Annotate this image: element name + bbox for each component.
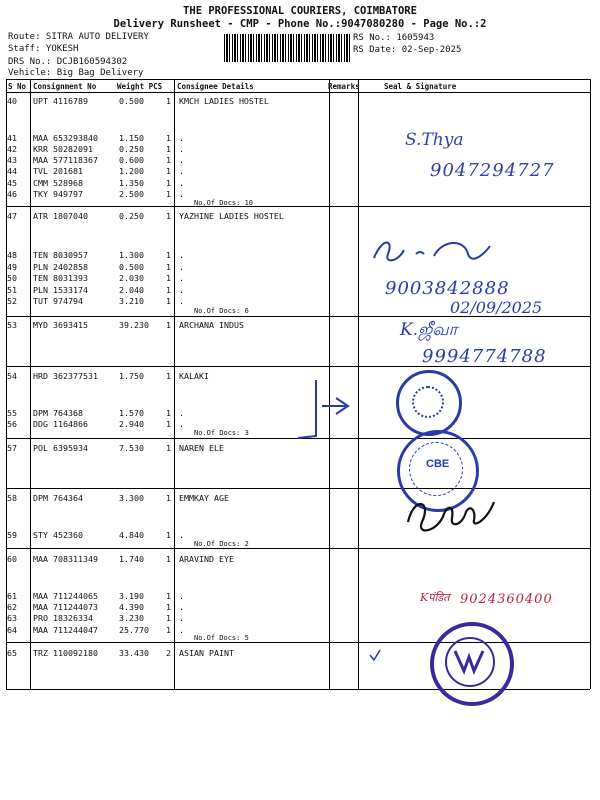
row-consignee: .: [179, 530, 184, 540]
col-header-seal: Seal & Signature: [384, 82, 457, 91]
row-weight: 0.250: [119, 144, 144, 154]
row-consignment: TRZ 110092180: [33, 648, 98, 658]
row-consignee: KALAKI: [179, 371, 209, 381]
signature-phone-4: 9024360400: [460, 592, 553, 607]
row-consignee: .: [179, 591, 184, 601]
row-pcs: 1: [166, 262, 171, 272]
row-sno: 43: [7, 155, 17, 165]
row-sno: 62: [7, 602, 17, 612]
row-pcs: 1: [166, 296, 171, 306]
row-consignment: ATR 1807040: [33, 211, 88, 221]
row-sno: 53: [7, 320, 17, 330]
signature-phone-3: 9994774788: [422, 346, 547, 367]
row-consignee: .: [179, 613, 184, 623]
row-pcs: 1: [166, 408, 171, 418]
row-pcs: 1: [166, 625, 171, 635]
row-sno: 56: [7, 419, 17, 429]
row-consignment: MAA 577118367: [33, 155, 98, 165]
row-consignment: MAA 711244047: [33, 625, 98, 635]
row-consignment: PLN 1533174: [33, 285, 88, 295]
row-consignee: .: [179, 189, 184, 199]
row-sno: 58: [7, 493, 17, 503]
row-weight: 4.390: [119, 602, 144, 612]
row-weight: 1.740: [119, 554, 144, 564]
row-weight: 1.300: [119, 250, 144, 260]
row-consignment: POL 6395934: [33, 443, 88, 453]
row-sno: 48: [7, 250, 17, 260]
row-consignee: .: [179, 296, 184, 306]
row-sno: 47: [7, 211, 17, 221]
row-sno: 64: [7, 625, 17, 635]
table-row: [6, 530, 592, 542]
row-pcs: 1: [166, 166, 171, 176]
row-consignee: .: [179, 273, 184, 283]
table-row: [6, 625, 592, 637]
row-separator: [6, 548, 590, 549]
row-consignee: .: [179, 166, 184, 176]
row-consignee: .: [179, 602, 184, 612]
row-pcs: 1: [166, 285, 171, 295]
staff-label: Staff: YOKESH: [8, 44, 79, 54]
col-header-consignment: Consignment No: [33, 82, 97, 91]
row-separator: [6, 206, 590, 207]
signature-name-1: S.Thya: [405, 130, 464, 150]
row-sno: 52: [7, 296, 17, 306]
row-weight: 0.500: [119, 262, 144, 272]
row-consignee: NAREN ELE: [179, 443, 224, 453]
stamp-logo-icon: [452, 645, 486, 675]
row-consignment: UPT 4116789: [33, 96, 88, 106]
docs-count: No.Of Docs: 2: [194, 540, 249, 548]
row-weight: 33.430: [119, 648, 149, 658]
row-sno: 45: [7, 178, 17, 188]
docs-count: No.Of Docs: 3: [194, 429, 249, 437]
drs-label: DRS No.: DCJB160594302: [8, 57, 128, 67]
row-consignment: MAA 711244065: [33, 591, 98, 601]
row-sno: 54: [7, 371, 17, 381]
signature-date-2: 02/09/2025: [450, 298, 543, 317]
signature-scribble-2: [404, 492, 504, 542]
rs-date: RS Date: 02-Sep-2025: [353, 45, 462, 55]
row-weight: 3.230: [119, 613, 144, 623]
row-pcs: 1: [166, 443, 171, 453]
row-weight: 2.030: [119, 273, 144, 283]
row-weight: 1.150: [119, 133, 144, 143]
table-row: [6, 493, 592, 505]
row-sno: 46: [7, 189, 17, 199]
row-consignment: MYD 3693415: [33, 320, 88, 330]
row-sno: 65: [7, 648, 17, 658]
row-pcs: 1: [166, 602, 171, 612]
bracket-arrow-mark: [296, 376, 360, 446]
docs-count: No.Of Docs: 6: [194, 307, 249, 315]
signature-name-3: K.ஜீவா: [400, 320, 458, 340]
row-consignment: TKY 949797: [33, 189, 83, 199]
row-consignee: .: [179, 155, 184, 165]
row-consignee: ARCHANA INDUS: [179, 320, 244, 330]
docs-count: No.Of Docs: 5: [194, 634, 249, 642]
row-pcs: 1: [166, 133, 171, 143]
row-consignment: PRO 18326334: [33, 613, 93, 623]
signature-scribble-1: [368, 232, 508, 272]
row-sno: 42: [7, 144, 17, 154]
row-pcs: 1: [166, 178, 171, 188]
signature-name-4: Kपंडित: [420, 591, 450, 604]
row-consignment: MAA 653293840: [33, 133, 98, 143]
row-weight: 3.190: [119, 591, 144, 601]
table-top-border: [6, 79, 590, 80]
runsheet-subtitle: Delivery Runsheet - CMP - Phone No.:9047080280 - Page No.:2: [113, 18, 487, 30]
row-consignee: .: [179, 144, 184, 154]
row-weight: 2.040: [119, 285, 144, 295]
row-consignment: MAA 708311349: [33, 554, 98, 564]
company-title: THE PROFESSIONAL COURIERS, COIMBATORE: [183, 5, 417, 17]
row-weight: 25.770: [119, 625, 149, 635]
row-consignee: .: [179, 133, 184, 143]
row-pcs: 1: [166, 144, 171, 154]
row-consignee: .: [179, 250, 184, 260]
row-pcs: 1: [166, 155, 171, 165]
row-pcs: 1: [166, 493, 171, 503]
row-pcs: 1: [166, 613, 171, 623]
col-header-sno: S No: [8, 82, 27, 91]
row-sno: 44: [7, 166, 17, 176]
row-sno: 60: [7, 554, 17, 564]
row-consignment: HRD 362377531: [33, 371, 98, 381]
row-sno: 40: [7, 96, 17, 106]
row-sno: 41: [7, 133, 17, 143]
row-pcs: 1: [166, 530, 171, 540]
row-pcs: 1: [166, 591, 171, 601]
table-row: [6, 554, 592, 566]
row-consignee: EMMKAY AGE: [179, 493, 229, 503]
row-weight: 0.600: [119, 155, 144, 165]
table-row: [6, 211, 592, 223]
row-weight: 0.500: [119, 96, 144, 106]
row-weight: 2.940: [119, 419, 144, 429]
row-sno: 59: [7, 530, 17, 540]
vehicle-label: Vehicle: Big Bag Delivery: [8, 68, 144, 78]
row-pcs: 1: [166, 419, 171, 429]
row-sno: 61: [7, 591, 17, 601]
row-weight: 3.210: [119, 296, 144, 306]
row-consignment: MAA 711244073: [33, 602, 98, 612]
row-weight: 1.350: [119, 178, 144, 188]
row-consignment: TVL 201681: [33, 166, 83, 176]
row-pcs: 2: [166, 648, 171, 658]
rs-number: RS No.: 1605943: [353, 33, 435, 43]
stamp-inner-ring: [412, 386, 444, 418]
row-pcs: 1: [166, 554, 171, 564]
stamp-cbe-text: CBE: [426, 458, 450, 470]
table-row: [6, 96, 592, 108]
row-pcs: 1: [166, 371, 171, 381]
row-consignment: STY 452360: [33, 530, 83, 540]
row-consignment: CMM 528968: [33, 178, 83, 188]
docs-count: No.Of Docs: 10: [194, 199, 254, 207]
row-consignee: .: [179, 262, 184, 272]
row-consignee: .: [179, 419, 184, 429]
table-row: [6, 320, 592, 332]
row-consignee: .: [179, 285, 184, 295]
row-sno: 49: [7, 262, 17, 272]
signature-phone-1: 9047294727: [430, 160, 555, 181]
barcode: [224, 34, 350, 62]
row-consignment: KRR 50282091: [33, 144, 93, 154]
row-weight: 4.840: [119, 530, 144, 540]
signature-phone-2: 9003842888: [385, 278, 510, 299]
route-label: Route: SITRA AUTO DELIVERY: [8, 32, 149, 42]
row-weight: 3.300: [119, 493, 144, 503]
row-pcs: 1: [166, 320, 171, 330]
col-header-weight-pcs: Weight PCS: [117, 82, 163, 91]
row-separator: [6, 488, 590, 489]
row-pcs: 1: [166, 189, 171, 199]
row-sno: 55: [7, 408, 17, 418]
row-consignment: TUT 974794: [33, 296, 83, 306]
row-weight: 0.250: [119, 211, 144, 221]
row-consignee: .: [179, 408, 184, 418]
row-consignee: KMCH LADIES HOSTEL: [179, 96, 269, 106]
table-row: [6, 189, 592, 201]
row-weight: 2.500: [119, 189, 144, 199]
row-consignment: DDG 1164866: [33, 419, 88, 429]
col-header-consignee: Consignee Details: [177, 82, 254, 91]
row-sno: 57: [7, 443, 17, 453]
col-header-remarks: Remarks: [328, 82, 360, 91]
row-consignee: .: [179, 178, 184, 188]
row-pcs: 1: [166, 273, 171, 283]
tick-mark-icon: [368, 648, 382, 662]
row-pcs: 1: [166, 211, 171, 221]
table-row: [6, 613, 592, 625]
row-consignment: TEN 8031393: [33, 273, 88, 283]
row-pcs: 1: [166, 250, 171, 260]
row-weight: 39.230: [119, 320, 149, 330]
row-consignment: DPM 764368: [33, 408, 83, 418]
row-consignee: YAZHINE LADIES HOSTEL: [179, 211, 284, 221]
row-weight: 1.570: [119, 408, 144, 418]
header-bottom-border: [6, 92, 590, 93]
row-consignment: TEN 8030957: [33, 250, 88, 260]
row-consignment: PLN 2402858: [33, 262, 88, 272]
row-sno: 63: [7, 613, 17, 623]
row-pcs: 1: [166, 96, 171, 106]
row-consignment: DPM 764364: [33, 493, 83, 503]
row-sno: 51: [7, 285, 17, 295]
row-weight: 7.530: [119, 443, 144, 453]
row-weight: 1.200: [119, 166, 144, 176]
row-consignee: ARAVIND EYE: [179, 554, 234, 564]
row-sno: 50: [7, 273, 17, 283]
row-consignee: ASIAN PAINT: [179, 648, 234, 658]
row-weight: 1.750: [119, 371, 144, 381]
row-consignee: .: [179, 625, 184, 635]
